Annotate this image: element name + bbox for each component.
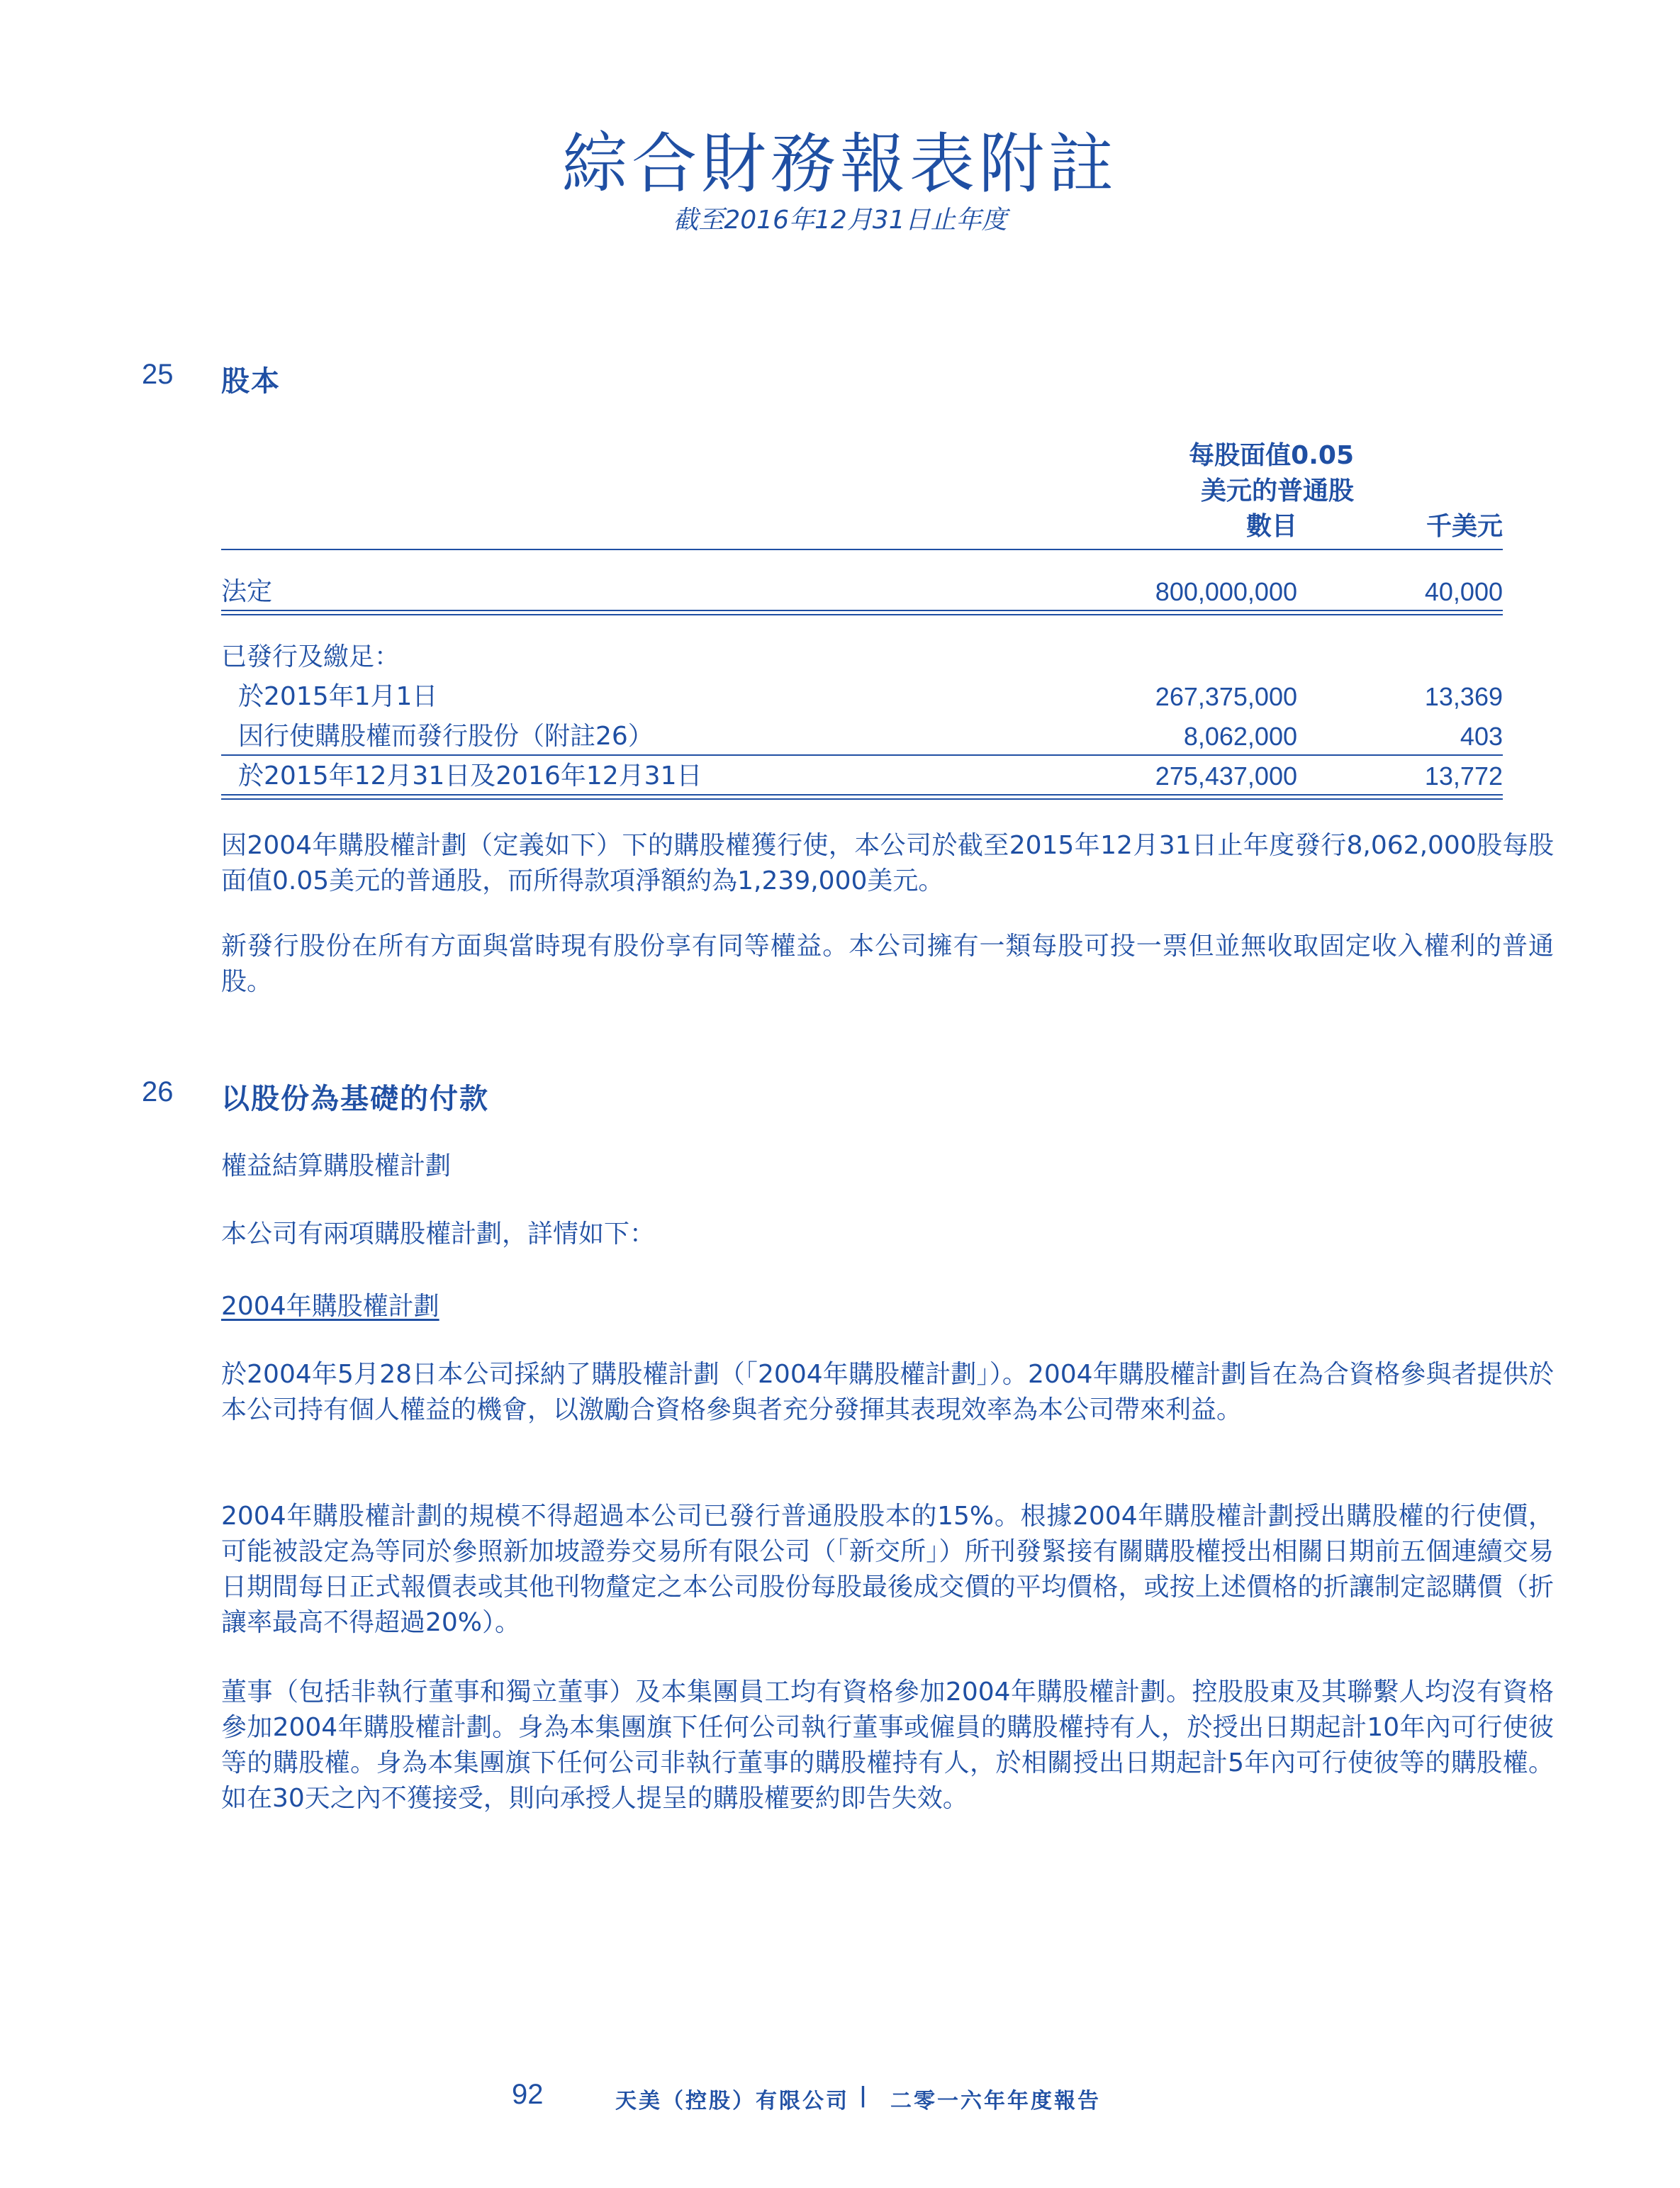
row-amount: 403 xyxy=(1460,722,1503,751)
col-amount-header: 千美元 xyxy=(1426,512,1503,541)
section-25-paragraph-2: 新發行股份在所有方面與當時現有股份享有同等權益。本公司擁有一類每股可投一票但並無收取固定收入權利的普通股。 xyxy=(221,932,1554,996)
page-subtitle: 截至2016年12月31日止年度 xyxy=(673,206,1007,235)
table-row-opening xyxy=(221,679,1503,715)
page-number: 92 xyxy=(512,2079,544,2110)
closing-double-rule xyxy=(221,794,1503,800)
report-name: 二零一六年年度報告 xyxy=(890,2089,1101,2114)
company-name: 天美（控股）有限公司 xyxy=(615,2089,849,2114)
scheme-2004-heading: 2004年購股權計劃 xyxy=(221,1292,439,1321)
row-shares: 267,375,000 xyxy=(1155,682,1297,711)
section-25-title: 股本 xyxy=(221,365,281,398)
col-shares-header-line3: 數目 xyxy=(1245,512,1297,541)
row-amount: 40,000 xyxy=(1424,577,1503,606)
row-label: 法定 xyxy=(221,577,273,606)
row-shares: 800,000,000 xyxy=(1155,577,1297,606)
table-row-closing xyxy=(221,759,1503,794)
row-label: 因行使購股權而發行股份（附註26） xyxy=(238,722,654,751)
section-25-number: 25 xyxy=(142,359,174,390)
section-26-paragraph-1: 於2004年5月28日本公司採納了購股權計劃（「2004年購股權計劃」）。2004年購股權計劃旨在為合資格參與者提供於本公司持有個人權益的機會，以激勵合資格參與者充分發揮其表現效率為本公司帶來利益。 xyxy=(221,1360,1554,1424)
section-26-paragraph-2: 2004年購股權計劃的規模不得超過本公司已發行普通股股本的15%。根據2004年購股權計劃授出購股權的行使價，可能被設定為等同於參照新加坡證券交易所有限公司（「新交所」）所刊發緊接有關購股權授出相關日期前五個連續交易日期間每日正式報價表或其他刊物釐定之本公司股份每股最後成交價的平均價格，或按上述價格的折讓制定認購價（折讓率最高不得超過20%）。 xyxy=(221,1502,1554,1637)
page-title: 綜合財務報表附註 xyxy=(561,126,1118,202)
col-shares-header xyxy=(1106,438,1354,545)
section-26-intro: 本公司有兩項購股權計劃，詳情如下： xyxy=(221,1219,656,1249)
section-26-number: 26 xyxy=(142,1076,174,1107)
row-shares: 8,062,000 xyxy=(1183,722,1297,751)
table-row-issued-heading xyxy=(221,640,1503,675)
table-row-options-exercised xyxy=(221,719,1503,754)
col-shares-header-line1: 每股面值0.05 xyxy=(1189,441,1354,470)
table-row-authorised xyxy=(221,574,1503,610)
section-25-paragraph-1: 因2004年購股權計劃（定義如下）下的購股權獲行使，本公司於截至2015年12月31日止年度發行8,062,000股每股面值0.05美元的普通股，而所得款項淨額約為1,239,000美元。 xyxy=(221,831,1554,895)
row-amount: 13,369 xyxy=(1424,682,1503,711)
page-footer xyxy=(0,2079,1680,2119)
section-26-subheading: 權益結算購股權計劃 xyxy=(221,1151,452,1180)
row-shares: 275,437,000 xyxy=(1155,761,1297,791)
footer-separator: | xyxy=(859,2083,867,2108)
row-label: 已發行及繳足： xyxy=(221,642,401,671)
col-shares-header-line2: 美元的普通股 xyxy=(1200,476,1354,506)
row-label: 於2015年12月31日及2016年12月31日 xyxy=(238,761,702,791)
section-26-title: 以股份為基礎的付款 xyxy=(221,1083,489,1115)
table-header-rule xyxy=(221,549,1503,550)
row-amount: 13,772 xyxy=(1424,761,1503,791)
row-label: 於2015年1月1日 xyxy=(238,682,438,711)
section-26-paragraph-3: 董事（包括非執行董事和獨立董事）及本集團員工均有資格參加2004年購股權計劃。控股股東及其聯繫人均沒有資格參加2004年購股權計劃。身為本集團旗下任何公司執行董事或僱員的購股權持有人，於授出日期起計10年內可行使彼等的購股權。身為本集團旗下任何公司非執行董事的購股權持有人，於相關授出日期起計5年內可行使彼等的購股權。如在30天之內不獲接受，則向承授人提呈的購股權要約即告失效。 xyxy=(221,1678,1554,1813)
authorised-double-rule xyxy=(221,610,1503,615)
subtotal-rule xyxy=(221,754,1503,756)
